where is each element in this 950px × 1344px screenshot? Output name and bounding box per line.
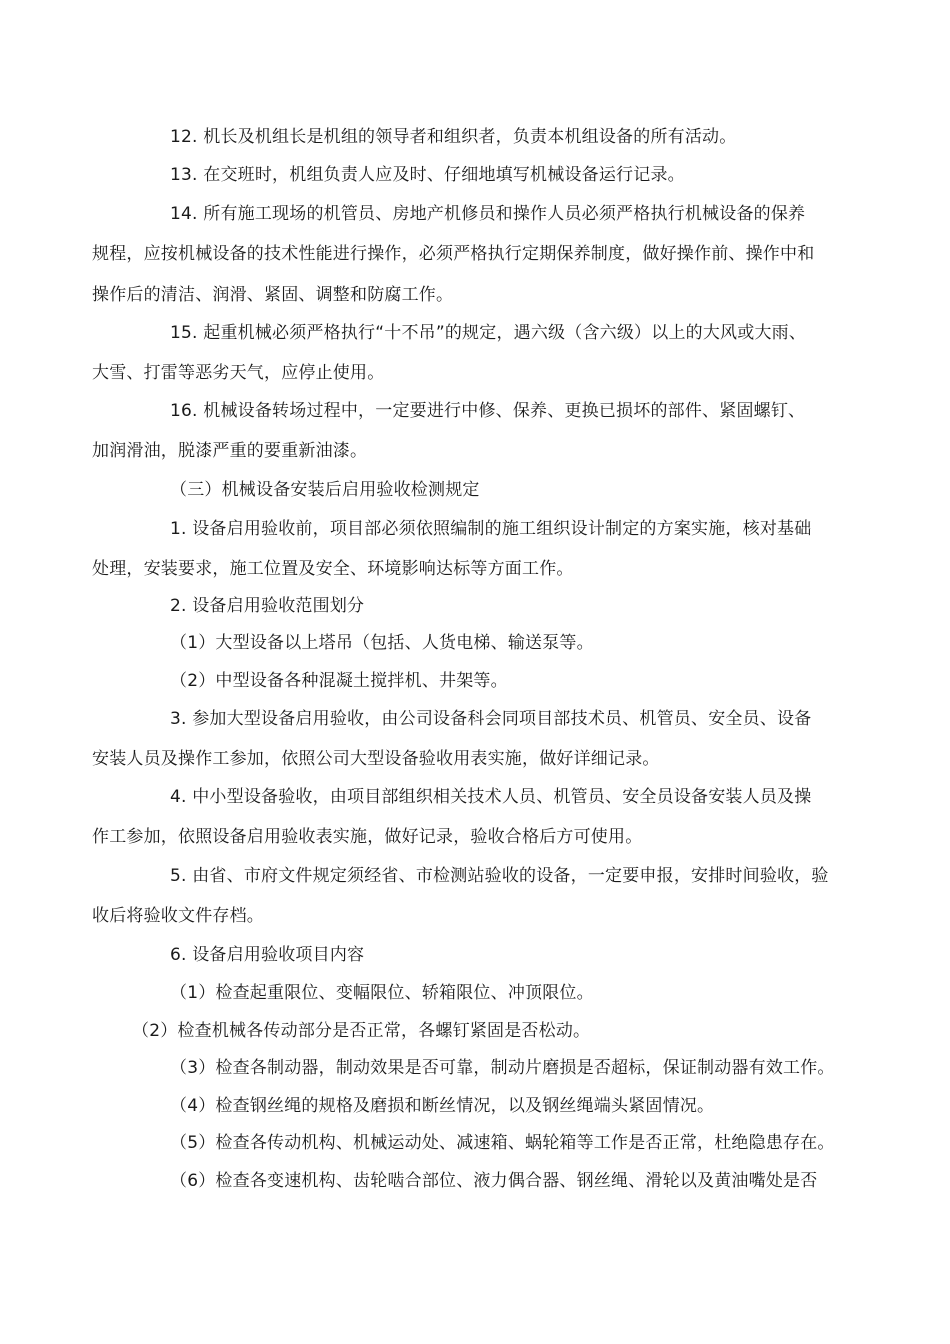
text-line: （1）检查起重限位、变幅限位、轿箱限位、冲顶限位。 [170,983,594,1003]
text-line: （1）大型设备以上塔吊（包括、人货电梯、输送泵等。 [170,633,594,653]
text-line: （6）检查各变速机构、齿轮啮合部位、液力偶合器、钢丝绳、滑轮以及黄油嘴处是否 [170,1171,818,1191]
text-line: 2. 设备启用验收范围划分 [170,596,365,616]
text-line: 3. 参加大型设备启用验收，由公司设备科会同项目部技术员、机管员、安全员、设备 [170,709,812,729]
text-line: 安装人员及操作工参加，依照公司大型设备验收用表实施，做好详细记录。 [92,749,660,769]
text-line: 收后将验收文件存档。 [92,906,264,926]
text-line: 作工参加，依照设备启用验收表实施，做好记录，验收合格后方可使用。 [92,827,643,847]
text-line: 14. 所有施工现场的机管员、房地产机修员和操作人员必须严格执行机械设备的保养 [170,204,806,224]
text-line: 6. 设备启用验收项目内容 [170,945,365,965]
section-heading: （三）机械设备安装后启用验收检测规定 [170,480,480,500]
text-line: 大雪、打雷等恶劣天气，应停止使用。 [92,363,385,383]
text-line: 15. 起重机械必须严格执行“十不吊”的规定，遇六级（含六级）以上的大风或大雨、 [170,323,807,343]
text-line: 5. 由省、市府文件规定须经省、市检测站验收的设备，一定要申报，安排时间验收，验 [170,866,829,886]
text-line: 加润滑油，脱漆严重的要重新油漆。 [92,441,368,461]
text-line: 4. 中小型设备验收，由项目部组织相关技术人员、机管员、安全员设备安装人员及操 [170,787,812,807]
text-line: 13. 在交班时，机组负责人应及时、仔细地填写机械设备运行记录。 [170,165,685,185]
text-line: 处理，安装要求，施工位置及安全、环境影响达标等方面工作。 [92,559,574,579]
text-line: 规程，应按机械设备的技术性能进行操作，必须严格执行定期保养制度，做好操作前、操作中和 [92,244,815,264]
text-line: （2）检查机械各传动部分是否正常，各螺钉紧固是否松动。 [132,1021,591,1041]
text-line: 16. 机械设备转场过程中，一定要进行中修、保养、更换已损坏的部件、紧固螺钉、 [170,401,806,421]
text-line: 1. 设备启用验收前，项目部必须依照编制的施工组织设计制定的方案实施，核对基础 [170,519,812,539]
text-line: （2）中型设备各种混凝土搅拌机、井架等。 [170,671,508,691]
text-line: 12. 机长及机组长是机组的领导者和组织者，负责本机组设备的所有活动。 [170,127,737,147]
text-line: 操作后的清洁、润滑、紧固、调整和防腐工作。 [92,285,454,305]
text-line: （3）检查各制动器，制动效果是否可靠，制动片磨损是否超标，保证制动器有效工作。 [170,1058,835,1078]
text-line: （5）检查各传动机构、机械运动处、减速箱、蜗轮箱等工作是否正常，杜绝隐患存在。 [170,1133,835,1153]
text-line: （4）检查钢丝绳的规格及磨损和断丝情况，以及钢丝绳端头紧固情况。 [170,1096,715,1116]
